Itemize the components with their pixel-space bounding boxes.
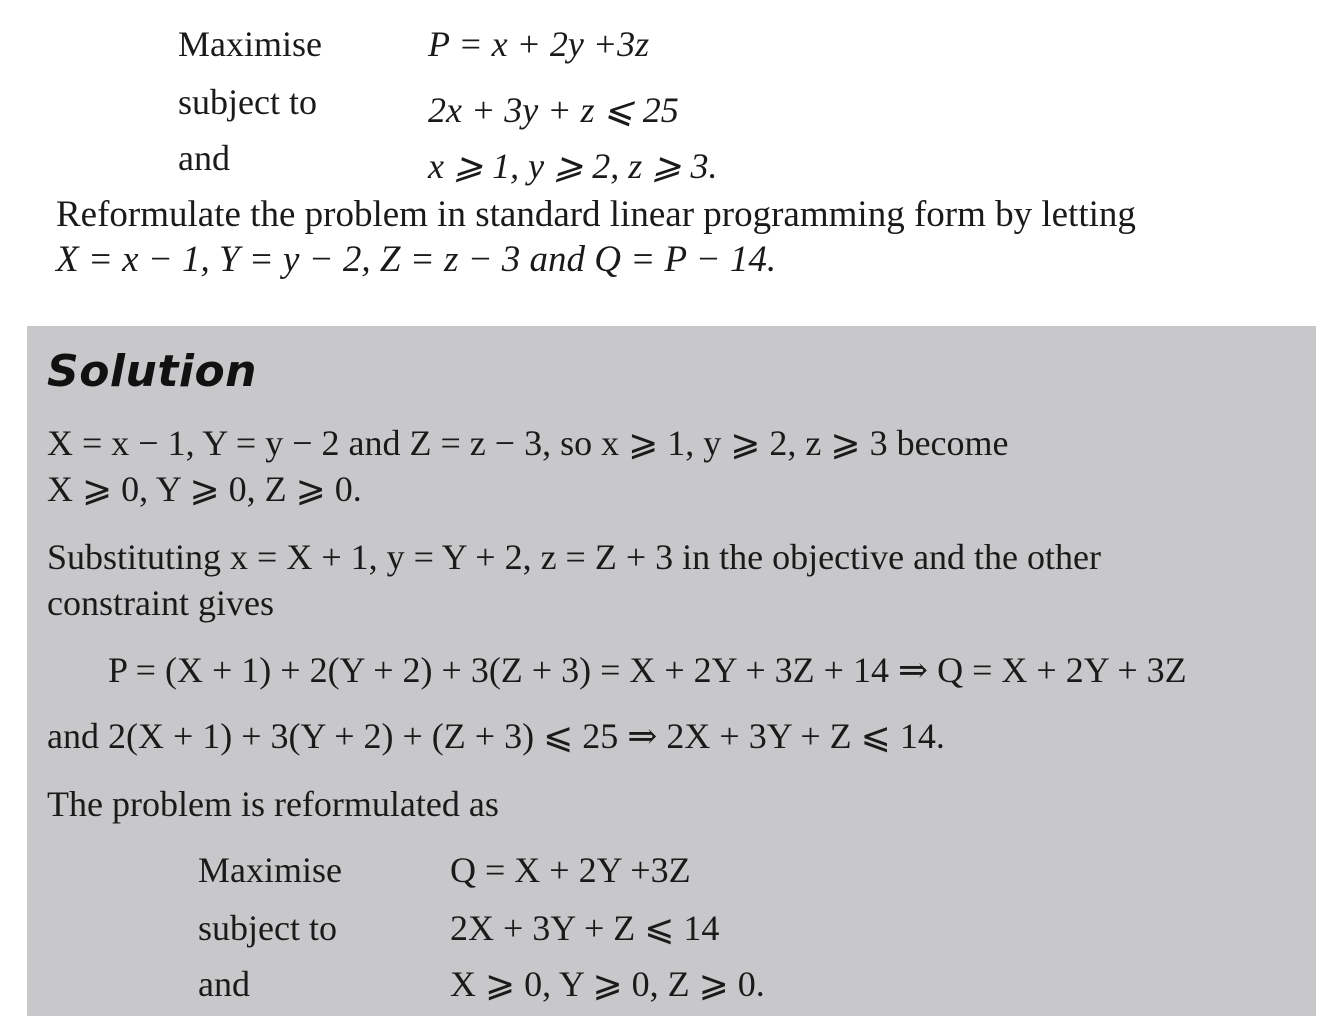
solution-line-3: Substituting x = X + 1, y = Y + 2, z = Z + 3 in the objective and the other	[47, 537, 1102, 577]
problem-objective: P = x + 2y +3z	[428, 24, 650, 64]
solution-constraint: 2X + 3Y + Z ⩽ 14	[450, 908, 720, 948]
solution-objective: Q = X + 2Y +3Z	[450, 850, 691, 890]
problem-constraint: 2x + 3y + z ⩽ 25	[428, 90, 679, 130]
solution-line-4: constraint gives	[47, 583, 274, 623]
solution-title: Solution	[47, 346, 257, 397]
problem-label-maximise: Maximise	[178, 24, 322, 64]
problem-label-and: and	[178, 138, 230, 178]
problem-bounds: x ⩾ 1, y ⩾ 2, z ⩾ 3.	[428, 146, 718, 186]
problem-instruction-line-1: Reformulate the problem in standard linear programming form by letting	[56, 194, 1136, 235]
solution-line-1: X = x − 1, Y = y − 2 and Z = z − 3, so x ⩾ 1, y ⩾ 2, z ⩾ 3 become	[47, 423, 1009, 463]
solution-line-2: X ⩾ 0, Y ⩾ 0, Z ⩾ 0.	[47, 469, 362, 509]
solution-bounds: X ⩾ 0, Y ⩾ 0, Z ⩾ 0.	[450, 964, 765, 1004]
problem-label-subject-to: subject to	[178, 82, 317, 122]
solution-label-subject-to: subject to	[198, 908, 337, 948]
solution-objective-derivation: P = (X + 1) + 2(Y + 2) + 3(Z + 3) = X + 2Y + 3Z + 14 ⇒ Q = X + 2Y + 3Z	[108, 650, 1187, 690]
solution-label-and: and	[198, 964, 250, 1004]
solution-line-7: The problem is reformulated as	[47, 784, 499, 824]
solution-label-maximise: Maximise	[198, 850, 342, 890]
solution-constraint-derivation: and 2(X + 1) + 3(Y + 2) + (Z + 3) ⩽ 25 ⇒ 2X + 3Y + Z ⩽ 14.	[47, 716, 945, 756]
problem-instruction-line-2: X = x − 1, Y = y − 2, Z = z − 3 and Q = P − 14.	[56, 239, 777, 280]
